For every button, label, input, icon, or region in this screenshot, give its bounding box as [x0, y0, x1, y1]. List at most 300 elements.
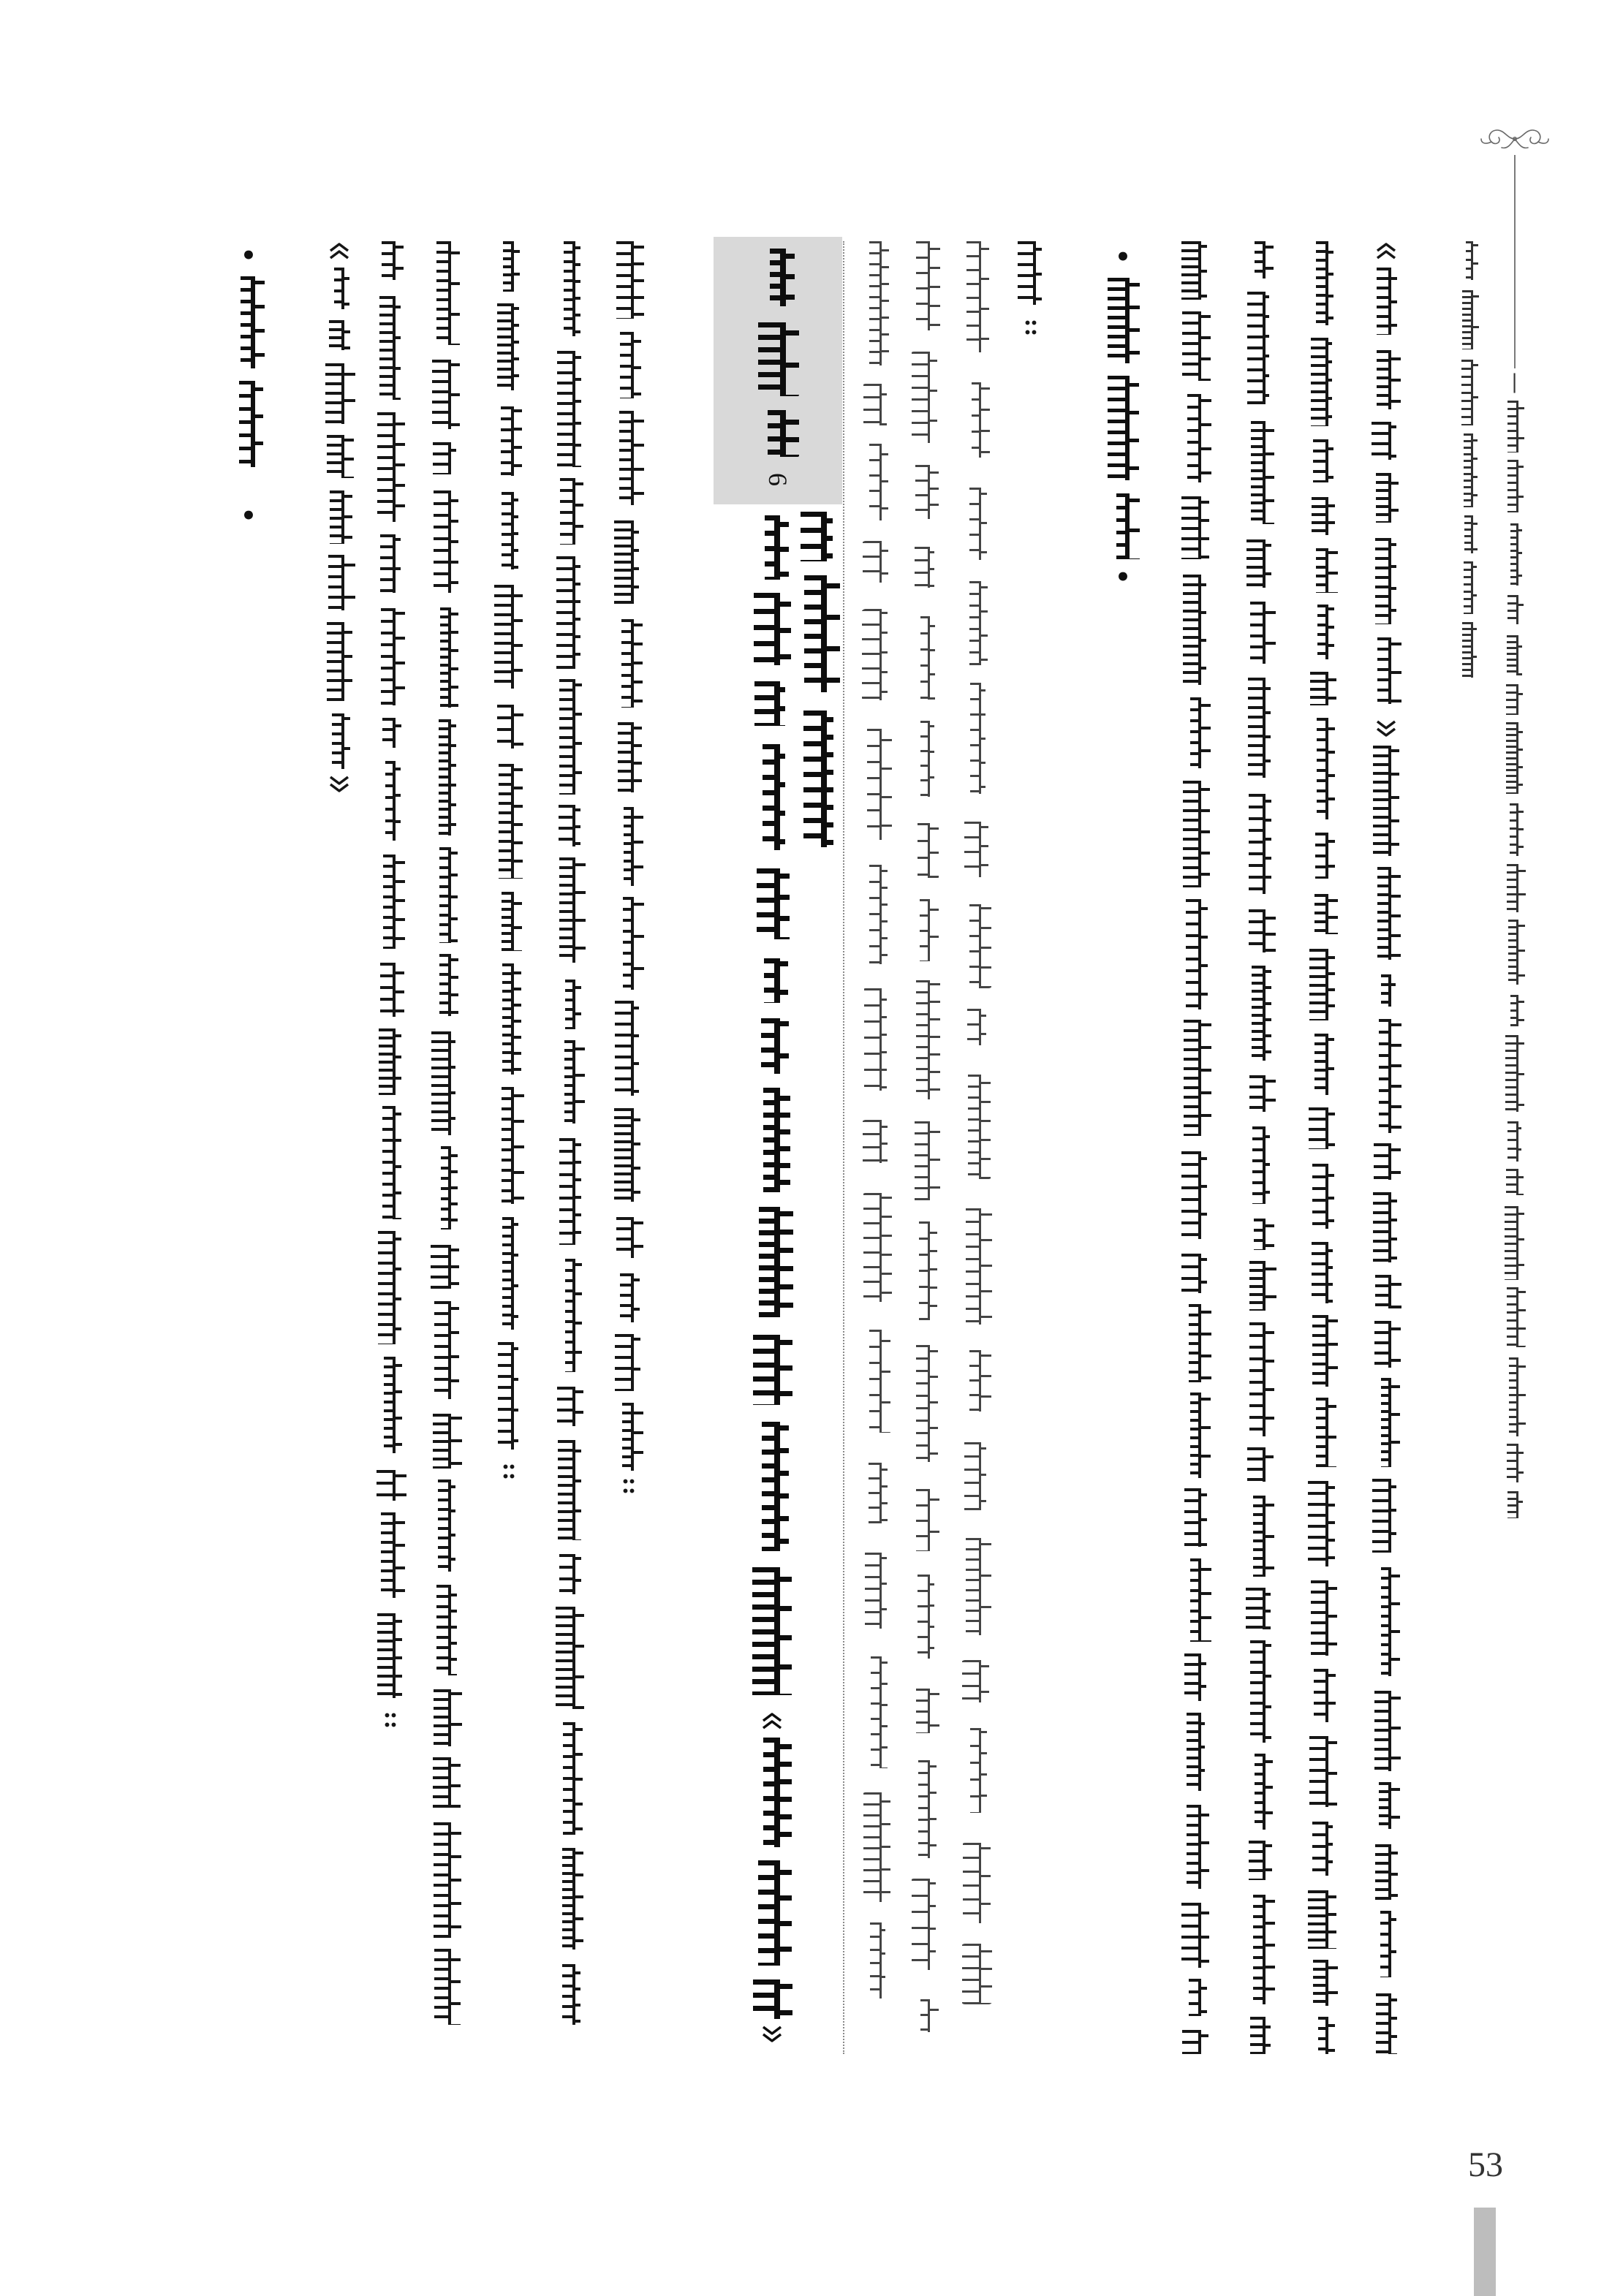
script-word: [1307, 548, 1339, 593]
script-word: [374, 963, 406, 1017]
script-word: [430, 1689, 462, 1746]
script-word: [1180, 1805, 1212, 1889]
script-word: [323, 268, 355, 309]
header-dash: —: [1502, 372, 1528, 394]
script-word: [861, 1553, 893, 1629]
script-word: [430, 1245, 462, 1289]
script-word: [961, 241, 993, 352]
running-header-line: [1504, 401, 1526, 1520]
script-word: [1504, 1491, 1526, 1518]
script-word: [1370, 867, 1402, 960]
script-word: [323, 713, 355, 769]
script-word: [613, 1001, 645, 1096]
script-word: [1244, 1640, 1276, 1743]
script-word: [909, 1999, 942, 2032]
script-word: [1180, 311, 1212, 381]
script-word: [554, 857, 586, 963]
script-word: [751, 958, 793, 1003]
quote-open-mark: [323, 241, 355, 260]
script-word: [1244, 909, 1276, 952]
script-word: [323, 555, 355, 610]
script-word: [374, 1470, 406, 1501]
script-word: [430, 1822, 462, 1938]
section-heading-line: [751, 515, 793, 2047]
script-word: [1459, 290, 1480, 349]
script-word: [909, 241, 942, 330]
script-word: [493, 1342, 525, 1450]
script-word: [1307, 1034, 1339, 1095]
script-word: [1504, 401, 1526, 452]
script-word: [751, 1207, 793, 1317]
script-word: [751, 593, 793, 665]
subsection-title-line: [230, 276, 267, 497]
script-word: [1244, 2017, 1276, 2054]
script-word: [1180, 241, 1212, 300]
ornament-icon: [1478, 123, 1551, 155]
script-word: [430, 954, 462, 1016]
script-word: [1180, 394, 1212, 482]
script-word: [230, 276, 267, 368]
script-word: [909, 1575, 942, 1659]
script-word: [1370, 1192, 1402, 1262]
script-word: [961, 1208, 993, 1325]
script-word: [554, 556, 586, 669]
script-word: [1180, 1713, 1212, 1791]
script-word: [1307, 1736, 1339, 1807]
script-word: [1504, 920, 1526, 985]
script-word: [554, 1259, 586, 1372]
script-word: [1307, 718, 1339, 819]
script-word: [1015, 241, 1047, 305]
script-word: [1244, 1496, 1276, 1577]
script-word: [554, 478, 586, 545]
script-word: [751, 1018, 793, 1074]
script-word: [374, 608, 406, 705]
script-word: [554, 980, 586, 1029]
script-word: [1244, 1322, 1276, 1436]
script-word: [1180, 1393, 1212, 1478]
script-word: [1459, 622, 1480, 678]
script-word: [613, 619, 645, 708]
script-word: [374, 241, 406, 280]
script-word: [1307, 1242, 1339, 1303]
full-stop-mark: [1024, 318, 1037, 337]
script-word: [861, 1193, 893, 1302]
script-word: [1180, 1653, 1212, 1701]
script-word: [554, 1387, 586, 1426]
header-rule: [1514, 155, 1516, 368]
script-word: [909, 721, 942, 797]
script-word: [613, 722, 645, 792]
script-word: [1370, 1993, 1402, 2054]
script-word: [1307, 338, 1339, 426]
script-word: [861, 609, 893, 700]
script-word: [554, 1964, 586, 2025]
script-word: [861, 541, 893, 583]
script-word: [909, 1221, 942, 1320]
script-word: [430, 719, 462, 836]
body-text-line: [374, 241, 406, 1732]
running-header-line: [1459, 241, 1480, 687]
script-word: [909, 547, 942, 588]
script-word: [1504, 635, 1526, 675]
script-word: [1504, 1121, 1526, 1162]
script-word: [430, 1949, 462, 2025]
script-word: [554, 1554, 586, 1594]
body-text-line: [1180, 241, 1212, 2054]
script-word: [1307, 605, 1339, 659]
script-word: [1180, 1020, 1212, 1136]
script-word: [1180, 1151, 1212, 1239]
script-word: [751, 1738, 793, 1847]
script-word: [909, 1489, 942, 1551]
script-word: [861, 865, 893, 964]
script-word: [1180, 1979, 1212, 2016]
script-word: [961, 1944, 993, 2004]
script-word: [909, 616, 942, 700]
script-word: [374, 534, 406, 593]
subsection-bullet: •: [1115, 563, 1131, 592]
script-word: [554, 1440, 586, 1540]
script-word: [1459, 241, 1480, 280]
script-word: [493, 764, 525, 879]
script-word: [751, 744, 793, 850]
script-word: [961, 683, 993, 794]
thumb-tab: [1474, 2208, 1496, 2296]
script-word: [1180, 1488, 1212, 1547]
script-word: [751, 681, 793, 726]
subsection-bullet: •: [241, 241, 257, 270]
script-word: [751, 1088, 793, 1192]
quote-close-mark: [751, 2025, 793, 2044]
script-word: [757, 249, 799, 306]
script-word: [909, 899, 942, 961]
section-number: 6: [763, 473, 792, 486]
page-number: 53: [1468, 2145, 1503, 2184]
script-word: [1504, 684, 1526, 715]
script-word: [1244, 602, 1276, 664]
script-word: [613, 897, 645, 990]
script-word: [554, 679, 586, 795]
script-word: [1504, 1169, 1526, 1195]
script-word: [861, 1330, 893, 1433]
script-word: [1370, 1911, 1402, 1977]
script-word: [1504, 995, 1526, 1026]
script-word: [1307, 1481, 1339, 1566]
script-word: [493, 892, 525, 951]
script-word: [1370, 1378, 1402, 1467]
script-word: [961, 822, 993, 877]
script-word: [493, 406, 525, 476]
full-stop-mark: [622, 1477, 635, 1496]
script-word: [374, 296, 406, 400]
script-word: [909, 1345, 942, 1462]
full-stop-mark: [384, 1710, 397, 1729]
script-word: [1307, 497, 1339, 535]
script-word: [230, 381, 267, 467]
script-word: [961, 488, 993, 560]
script-word: [1180, 496, 1212, 559]
script-word: [1370, 1691, 1402, 1771]
script-word: [1504, 1444, 1526, 1482]
script-word: [613, 1334, 645, 1391]
script-word: [1370, 1143, 1402, 1180]
script-word: [493, 1217, 525, 1330]
script-word: [374, 1613, 406, 1698]
body-text-line: [613, 241, 645, 1499]
script-word: [1504, 460, 1526, 512]
script-word: [1504, 595, 1526, 624]
script-word: [861, 1792, 893, 1902]
script-word: [961, 1728, 993, 1813]
script-word: [430, 241, 462, 345]
script-word: [1370, 1567, 1402, 1676]
full-stop-mark: [502, 1462, 515, 1481]
script-word: [1370, 268, 1402, 335]
script-word: [430, 1414, 462, 1469]
section-label-line: [757, 249, 799, 457]
script-word: [751, 1335, 793, 1405]
script-word: [323, 435, 355, 478]
script-word: [1504, 1206, 1526, 1280]
quote-open-mark: [1370, 241, 1402, 260]
script-word: [1370, 473, 1402, 523]
script-word: [554, 241, 586, 336]
script-word: [1307, 1960, 1339, 2006]
script-word: [554, 1607, 586, 1709]
script-word: [1180, 575, 1212, 685]
script-word: [1307, 439, 1339, 482]
script-word: [751, 1860, 793, 1966]
script-word: [430, 607, 462, 708]
script-word: [1244, 1075, 1276, 1112]
script-word: [1105, 493, 1141, 559]
script-word: [961, 1843, 993, 1923]
script-word: [613, 1273, 645, 1322]
column-separator: [843, 241, 844, 2054]
script-word: [1504, 1035, 1526, 1112]
script-word: [751, 515, 793, 580]
script-word: [1459, 515, 1480, 553]
script-word: [909, 1689, 942, 1733]
script-word: [751, 868, 793, 939]
script-word: [430, 1757, 462, 1808]
script-word: [430, 1146, 462, 1230]
script-word: [798, 512, 840, 561]
script-word: [1504, 722, 1526, 794]
quote-close-mark: [323, 775, 355, 794]
script-word: [1244, 1126, 1276, 1204]
script-word: [1307, 1398, 1339, 1467]
script-word: [961, 904, 993, 988]
script-word: [493, 303, 525, 390]
script-word: [1244, 794, 1276, 894]
script-word: [757, 410, 799, 457]
script-word: [861, 241, 893, 365]
script-word: [1180, 1903, 1212, 1968]
script-word: [493, 963, 525, 1075]
script-word: [1307, 1107, 1339, 1149]
script-word: [1504, 523, 1526, 586]
quote-open-mark: [751, 1711, 793, 1730]
script-word: [1370, 1844, 1402, 1900]
script-word: [1244, 1588, 1276, 1629]
script-word: [613, 520, 645, 604]
body-text-line: [1015, 241, 1047, 340]
script-word: [1307, 1890, 1339, 1949]
script-word: [613, 241, 645, 319]
body-text-line: [493, 241, 525, 1484]
script-word: [1459, 561, 1480, 614]
script-word: [554, 351, 586, 467]
script-word: [430, 847, 462, 943]
script-word: [1105, 376, 1141, 480]
script-word: [861, 729, 893, 840]
script-word: [1244, 678, 1276, 778]
script-word: [961, 1442, 993, 1510]
script-word: [861, 444, 893, 520]
script-word: [1307, 672, 1339, 705]
script-word: [613, 1403, 645, 1471]
script-word: [798, 575, 840, 692]
script-word: [493, 1087, 525, 1204]
script-word: [861, 1463, 893, 1523]
script-word: [493, 492, 525, 569]
script-word: [1370, 538, 1402, 624]
script-word: [961, 1660, 993, 1702]
script-word: [1370, 1275, 1402, 1308]
script-word: [1244, 1219, 1276, 1250]
script-word: [493, 705, 525, 749]
script-word: [1459, 360, 1480, 425]
script-word: [1244, 292, 1276, 404]
body-text-line: [1307, 241, 1339, 2054]
script-word: [613, 807, 645, 886]
script-word: [374, 1106, 406, 1219]
quote-close-mark: [1370, 719, 1402, 738]
body-text-line: [323, 241, 355, 797]
script-word: [374, 1512, 406, 1598]
script-word: [1307, 2017, 1339, 2054]
script-word: [861, 1656, 893, 1768]
body-text-line: [1370, 241, 1402, 2054]
script-word: [1504, 864, 1526, 912]
body-text-line: [430, 241, 462, 2025]
script-word: [1370, 746, 1402, 856]
script-word: [430, 1479, 462, 1572]
script-word: [374, 855, 406, 949]
script-word: [861, 1120, 893, 1163]
script-word: [1244, 1841, 1276, 1880]
script-word: [909, 823, 942, 878]
script-word: [1370, 637, 1402, 704]
script-word: [613, 411, 645, 505]
subsection-bullet: •: [1115, 243, 1131, 272]
script-word: [1459, 433, 1480, 507]
script-word: [1180, 1558, 1212, 1642]
poem-line: [861, 241, 893, 2032]
script-word: [961, 1009, 993, 1045]
script-word: [909, 352, 942, 443]
subsection-bullet: •: [241, 501, 257, 531]
script-word: [374, 1357, 406, 1453]
body-text-line: [554, 241, 586, 2025]
body-text-line: [1244, 241, 1276, 2054]
script-word: [374, 1231, 406, 1344]
script-word: [1105, 278, 1141, 363]
script-word: [493, 585, 525, 689]
script-word: [1307, 833, 1339, 879]
script-word: [323, 490, 355, 544]
script-word: [430, 360, 462, 429]
script-word: [909, 1879, 942, 1970]
script-word: [909, 465, 942, 519]
script-word: [961, 1350, 993, 1412]
script-word: [430, 1585, 462, 1675]
script-word: [1370, 350, 1402, 409]
script-word: [751, 1422, 793, 1551]
script-word: [751, 1567, 793, 1695]
script-word: [493, 241, 525, 292]
script-word: [554, 1138, 586, 1245]
section-heading-line: [798, 512, 840, 863]
script-word: [909, 1760, 942, 1858]
script-word: [1244, 1895, 1276, 2004]
script-word: [613, 332, 645, 398]
script-word: [909, 980, 942, 1099]
script-word: [1370, 422, 1402, 460]
script-word: [1370, 974, 1402, 1007]
script-word: [1307, 1822, 1339, 1876]
script-word: [1180, 781, 1212, 887]
script-word: [961, 1538, 993, 1635]
script-word: [1244, 1261, 1276, 1311]
script-word: [554, 1040, 586, 1124]
script-word: [1307, 894, 1339, 934]
script-word: [861, 988, 893, 1091]
script-word: [1307, 241, 1339, 325]
script-word: [1244, 966, 1276, 1061]
script-word: [430, 490, 462, 593]
script-word: [961, 382, 993, 458]
script-word: [1307, 1315, 1339, 1387]
script-word: [1244, 241, 1276, 279]
script-word: [374, 761, 406, 841]
script-word: [430, 1031, 462, 1135]
script-word: [1180, 697, 1212, 768]
script-word: [1504, 1287, 1526, 1347]
script-word: [430, 1301, 462, 1399]
script-word: [554, 805, 586, 846]
script-word: [1307, 1164, 1339, 1229]
script-word: [1307, 949, 1339, 1020]
script-word: [374, 1028, 406, 1095]
script-word: [1307, 1669, 1339, 1722]
poem-line: [961, 241, 993, 2032]
script-word: [861, 1922, 893, 1998]
script-word: [374, 718, 406, 748]
script-word: [1244, 421, 1276, 524]
script-word: [961, 1075, 993, 1179]
script-word: [554, 1848, 586, 1950]
script-word: [1370, 1479, 1402, 1553]
script-word: [1244, 1447, 1276, 1482]
script-word: [1180, 2030, 1212, 2054]
script-word: [1504, 1357, 1526, 1436]
script-word: [1180, 899, 1212, 1009]
script-word: [1180, 1304, 1212, 1382]
script-word: [1370, 1321, 1402, 1368]
